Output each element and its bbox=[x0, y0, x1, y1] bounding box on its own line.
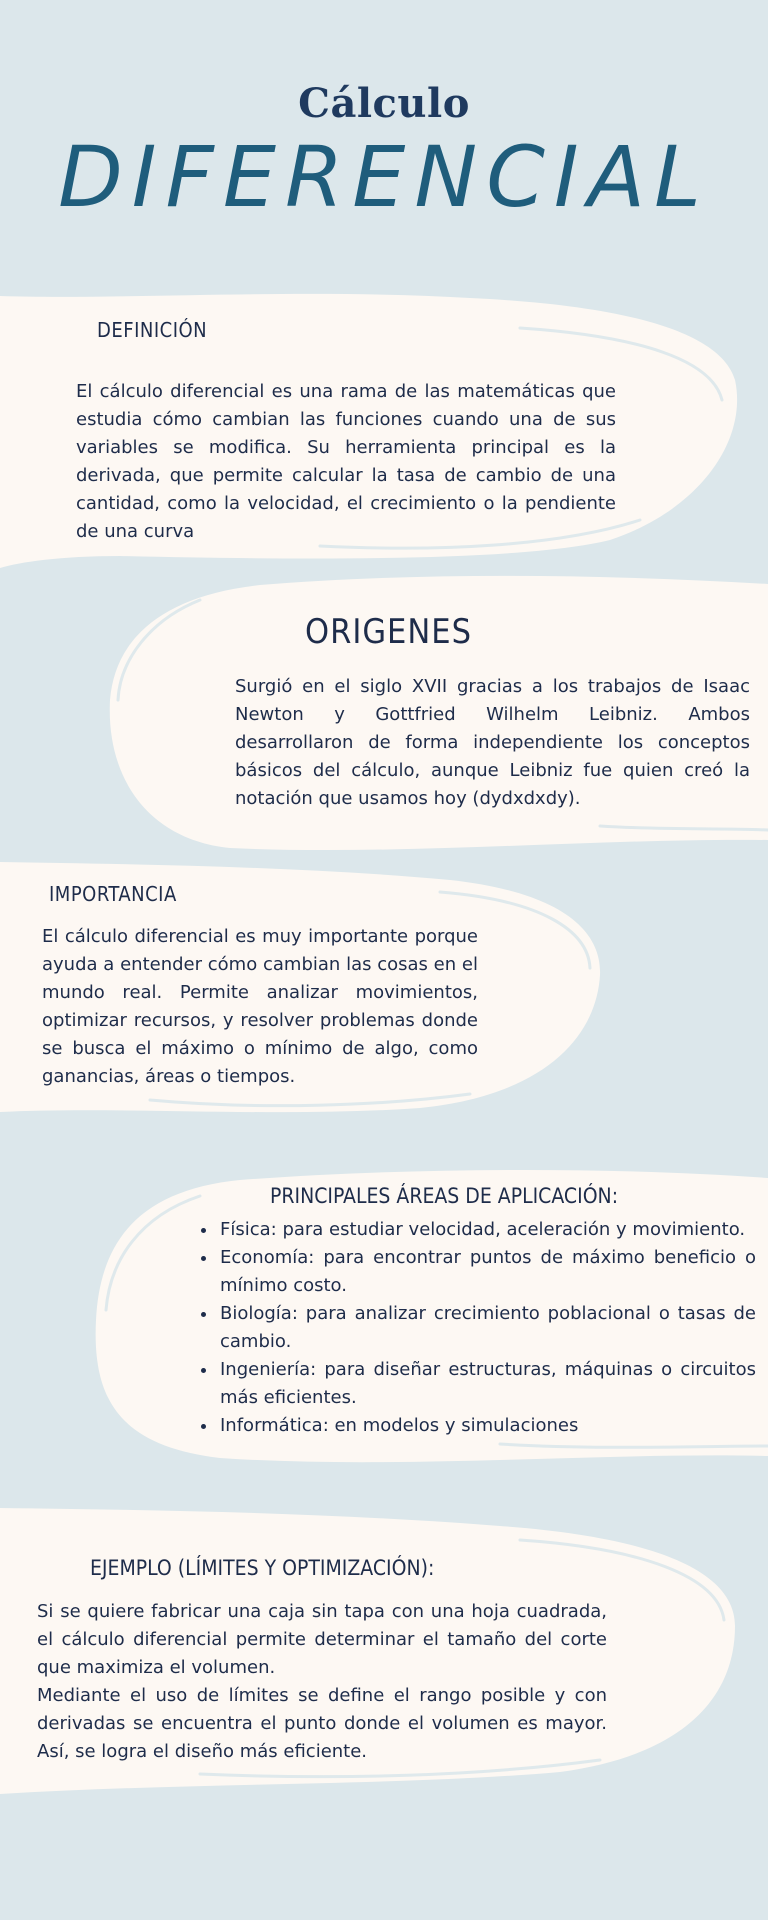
list-item: • Economía: para encontrar puntos de máximo beneficio o mínimo costo. bbox=[218, 1244, 756, 1300]
list-item: • Física: para estudiar velocidad, aceleración y movimiento. bbox=[218, 1216, 756, 1244]
importancia-heading: IMPORTANCIA bbox=[49, 882, 177, 906]
definicion-text: El cálculo diferencial es una rama de las matemáticas que estudia cómo cambian las funciones cuando una de sus variables se modifica. Su herramienta principal es la derivada, que permite calcular la tasa de cambio de una cantidad, como la velocidad, el crecimiento o la pendiente de una curva bbox=[76, 381, 616, 542]
title-diferencial: DIFERENCIAL bbox=[58, 128, 710, 226]
definicion-heading: DEFINICIÓN bbox=[97, 318, 208, 342]
aplicaciones-heading: PRINCIPALES ÁREAS DE APLICACIÓN: bbox=[270, 1184, 619, 1208]
aplicaciones-list bbox=[196, 1216, 756, 1440]
ejemplo-text bbox=[37, 1598, 607, 1766]
ejemplo-paragraph-2: Mediante el uso de límites se define el rango posible y con derivadas se encuentra el punto donde el volumen es mayor. Así, se logra el diseño más eficiente. bbox=[37, 1685, 607, 1762]
list-item: • Informática: en modelos y simulaciones bbox=[218, 1412, 756, 1440]
importancia-text: El cálculo diferencial es muy importante porque ayuda a entender cómo cambian las cosas en el mundo real. Permite analizar movimientos, optimizar recursos, y resolver problemas donde se busca el máximo o mínimo de algo, como ganancias, áreas o tiempos. bbox=[42, 926, 478, 1087]
origenes-text: Surgió en el siglo XVII gracias a los trabajos de Isaac Newton y Gottfried Wilhelm Leibniz. Ambos desarrollaron de forma independiente los conceptos básicos del cálculo, aunque Leibniz fue quien creó la notación que usamos hoy (dydxdxdy). bbox=[235, 676, 750, 809]
origenes-heading: ORIGENES bbox=[305, 612, 472, 652]
list-item: • Biología: para analizar crecimiento poblacional o tasas de cambio. bbox=[218, 1300, 756, 1356]
ejemplo-heading: EJEMPLO (LÍMITES Y OPTIMIZACIÓN): bbox=[90, 1556, 435, 1580]
title-calculo: Cálculo bbox=[298, 80, 470, 127]
list-item: • Ingeniería: para diseñar estructuras, máquinas o circuitos más eficientes. bbox=[218, 1356, 756, 1412]
ejemplo-paragraph-1: Si se quiere fabricar una caja sin tapa con una hoja cuadrada, el cálculo diferencial permite determinar el tamaño del corte que maximiza el volumen. bbox=[37, 1601, 607, 1678]
